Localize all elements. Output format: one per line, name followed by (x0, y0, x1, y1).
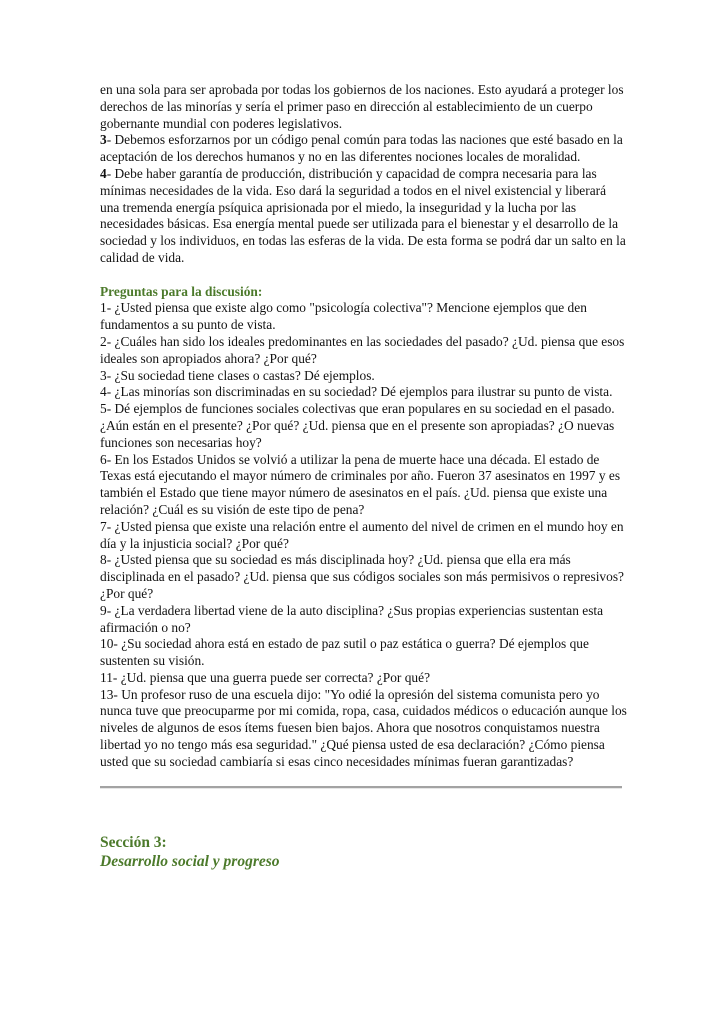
numbered-item-3 (100, 132, 628, 166)
question-item-6: 6- En los Estados Unidos se volvió a utilizar la pena de muerte hace una década. El estado de Texas está ejecutando el mayor número de criminales por año. Fueron 37 asesinatos en 1997 y es también el Estado que tiene mayor número de asesinatos en el país. ¿Ud. piensa que existe una relación? ¿Cuál es su visión de este tipo de pena? (100, 451, 621, 517)
question-item-9: 9- ¿La verdadera libertad viene de la auto disciplina? ¿Sus propias experiencias sustentan esta afirmación o no? (100, 602, 604, 635)
next-section-label: Sección 3: (100, 833, 167, 851)
question-item-13: 13- Un profesor ruso de una escuela dijo: "Yo odié la opresión del sistema comunista pero yo nunca tuve que preocuparme por mi comida, ropa, casa, cuidados médicos o educación aunque los niveles de algunos de esos ítems fuesen bien bajos. Ahora que nosotros conquistamos nuestra libertad yo no tengo más esa seguridad." ¿Qué piensa usted de esa declaración? ¿Cómo piensa usted que su sociedad cambiaría si esas cinco necesidades mínimas fueran garantizadas? (100, 686, 627, 769)
item-text-4: - Debe haber garantía de producción, distribución y capacidad de compra necesaria para las mínimas necesidades de la vida. Eso dará la seguridad a todos en el nivel existencial y liberará una tremenda energía psíquica aprisionada por el miedo, la inseguridad y la lucha por las necesidades básicas. Esa energía mental puede ser utilizada para el bienestar y el desarrollo de la sociedad y los individuos, en todas las esferas de la vida. De esta forma se podrá dar un salto en la calidad de vida. (100, 165, 626, 265)
question-item-3: 3- ¿Su sociedad tiene clases o castas? Dé ejemplos. (100, 367, 375, 383)
questions-heading: Preguntas para la discusión: (100, 283, 263, 299)
section-divider (100, 786, 622, 789)
intro-continuation-paragraph: en una sola para ser aprobada por todas los gobiernos de los naciones. Esto ayudará a proteger los derechos de las minorías y sería el primer paso en dirección al establecimiento de un cuerpo gobernante mundial con poderes legislativos. (100, 82, 624, 131)
item-text-3: - Debemos esforzarnos por un código penal común para todas las naciones que esté basado en la aceptación de los derechos humanos y no en las diferentes nociones locales de moralidad. (100, 132, 623, 165)
question-item-1: 1- ¿Usted piensa que existe algo como "psicología colectiva"? Mencione ejemplos que den fundamentos a su punto de vista. (100, 300, 587, 333)
question-item-2: 2- ¿Cuáles han sido los ideales predominantes en las sociedades del pasado? ¿Ud. piensa que esos ideales son apropiados ahora? ¿Por qué? (100, 333, 625, 366)
question-item-7: 7- ¿Usted piensa que existe una relación entre el aumento del nivel de crimen en el mundo hoy en día y la injusticia social? ¿Por qué? (100, 518, 624, 551)
numbered-item-4 (100, 166, 628, 267)
question-item-11: 11- ¿Ud. piensa que una guerra puede ser correcta? ¿Por qué? (100, 669, 431, 685)
question-item-8: 8- ¿Usted piensa que su sociedad es más disciplinada hoy? ¿Ud. piensa que ella era más disciplinada en el pasado? ¿Ud. piensa que sus códigos sociales son más permisivos o represivos? ¿Por qué? (100, 552, 624, 601)
item-number-3: 3 (100, 132, 107, 148)
question-item-10: 10- ¿Su sociedad ahora está en estado de paz sutil o paz estática o guerra? Dé ejemplos que sustenten su visión. (100, 636, 589, 669)
item-number-4: 4 (100, 165, 107, 181)
question-item-5: 5- Dé ejemplos de funciones sociales colectivas que eran populares en su sociedad en el pasado. ¿Aún están en el presente? ¿Por qué? ¿Ud. piensa que en el presente son apropiadas? ¿O nuevas funciones son necesarias hoy? (100, 401, 615, 450)
next-section-title: Desarrollo social y progreso (100, 852, 280, 870)
question-item-4: 4- ¿Las minorías son discriminadas en su sociedad? Dé ejemplos para ilustrar su punto de vista. (100, 384, 613, 400)
